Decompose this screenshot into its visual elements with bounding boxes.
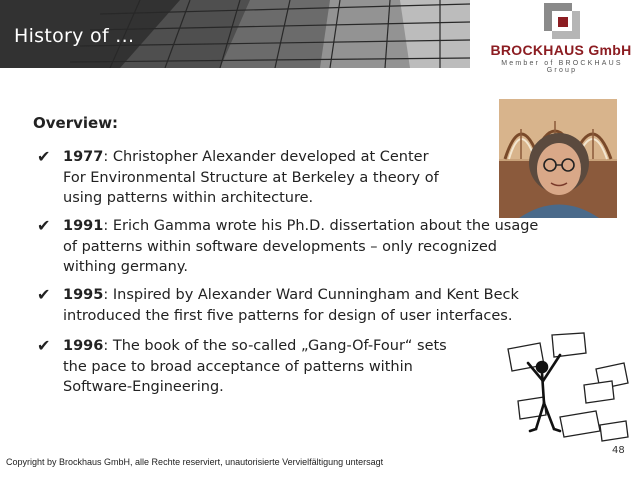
year: 1996 xyxy=(63,338,104,354)
bullet-text: 1995: Inspired by Alexander Ward Cunningham and Kent Beck introduced the first five patterns for design of user interfaces. xyxy=(63,287,519,324)
copyright-notice: Copyright by Brockhaus GmbH, alle Rechte reserviert, unautorisierte Vervielfältigung untersagt xyxy=(6,457,384,467)
logo-name: BROCKHAUS GmbH xyxy=(490,42,632,58)
checkmark-icon: ✔ xyxy=(37,336,51,355)
overview-heading: Overview: xyxy=(33,114,119,132)
checkmark-icon: ✔ xyxy=(37,285,51,304)
bullet-text: 1977: Christopher Alexander developed at Center For Environmental Structure at Berkeley a theory of using patterns within architecture. xyxy=(63,149,439,206)
logo-tagline: Member of BROCKHAUS Group xyxy=(501,60,623,74)
portrait-photo xyxy=(499,99,617,218)
year: 1991 xyxy=(63,218,104,234)
header-banner xyxy=(0,0,470,68)
bullet-text: 1991: Erich Gamma wrote his Ph.D. dissertation about the usage of patterns within software developments – only recognized withing germany. xyxy=(63,218,539,275)
year: 1977 xyxy=(63,149,104,165)
patterns-sketch-illustration xyxy=(500,331,630,447)
year: 1995 xyxy=(63,287,104,303)
slide-title: History of ... xyxy=(14,25,135,47)
brockhaus-logo xyxy=(486,3,636,74)
bullet-text: 1996: The book of the so-called „Gang-Of-Four“ sets the pace to broad acceptance of patterns within Software-Engineering. xyxy=(63,338,447,395)
logo-mark-icon xyxy=(544,3,580,39)
checkmark-icon: ✔ xyxy=(37,216,51,235)
page-number: 48 xyxy=(612,445,625,456)
slide-header xyxy=(0,0,638,74)
checkmark-icon: ✔ xyxy=(37,147,51,166)
